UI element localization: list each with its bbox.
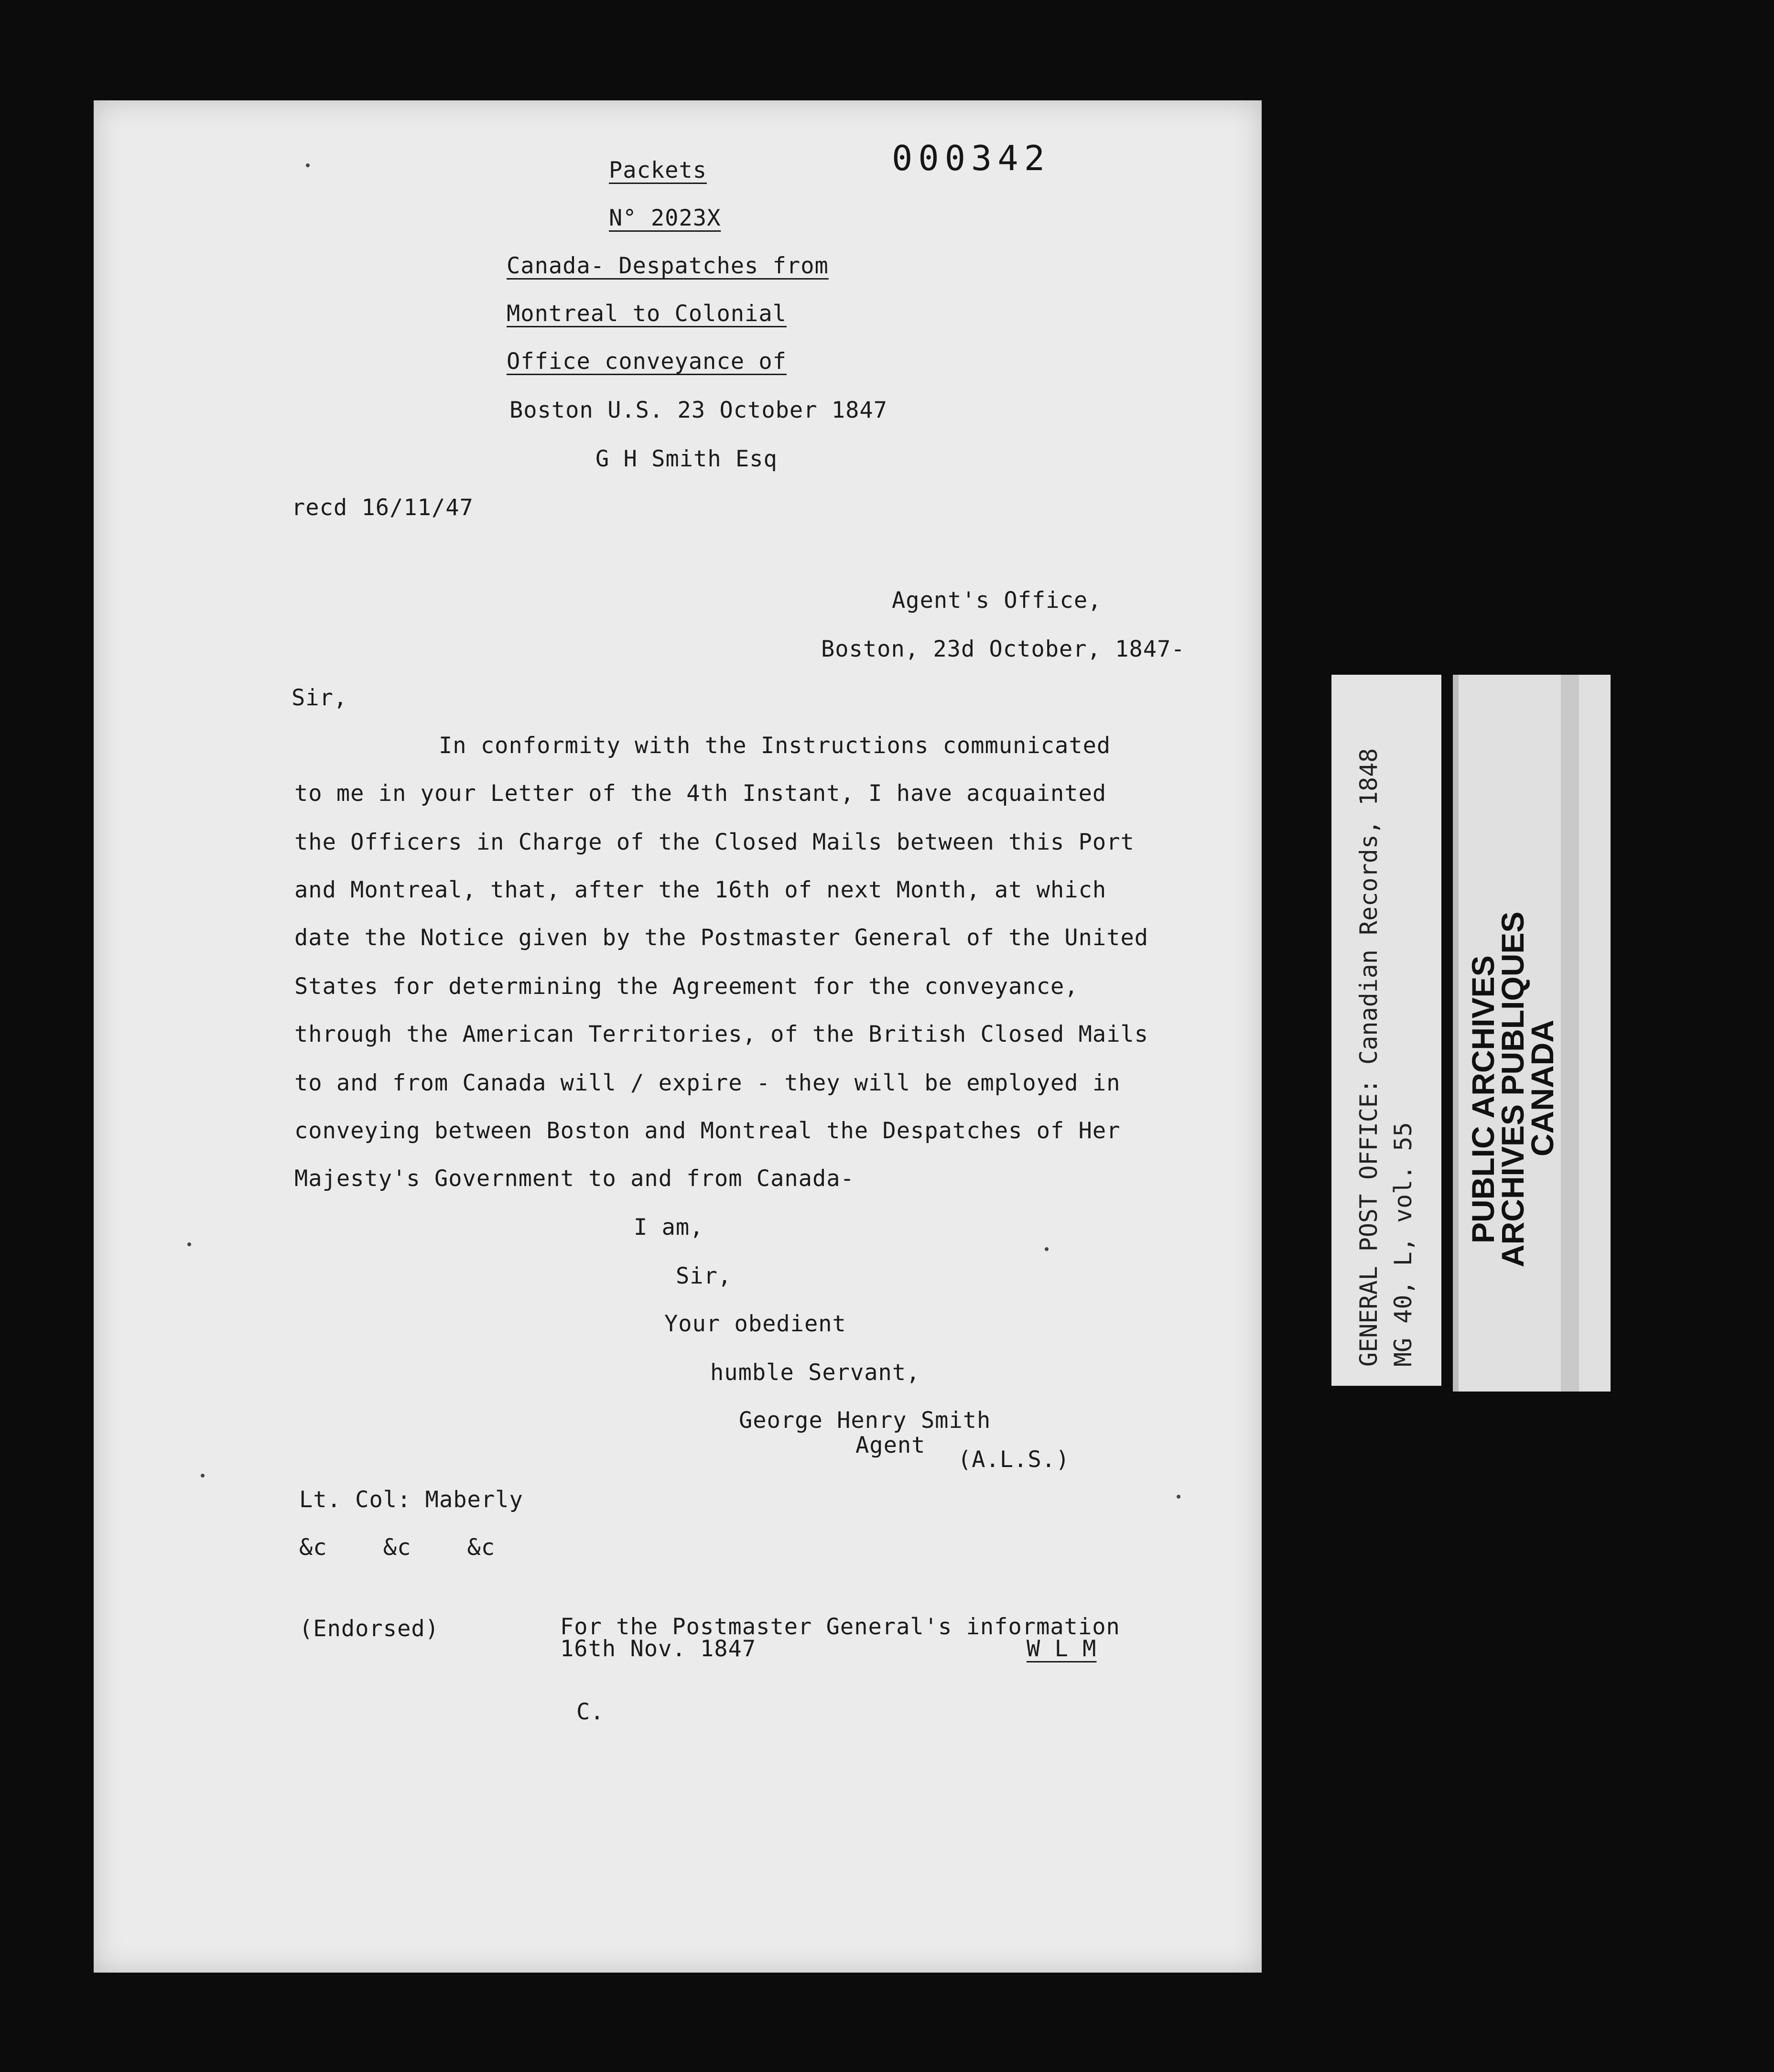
- endorsement-line-2: 16th Nov. 1847: [560, 1636, 757, 1662]
- archive-reference-label: [1331, 675, 1441, 1386]
- closing-line-3: Your obedient: [664, 1311, 846, 1337]
- body-line-8: to and from Canada will / expire - they will be employed in: [294, 1070, 1121, 1096]
- body-line-1: In conformity with the Instructions communicated: [439, 733, 1111, 759]
- paper-speck: [187, 1242, 191, 1246]
- archive-reference-line-2: MG 40, L, vol. 55: [1389, 1122, 1417, 1367]
- header-title-line-2: Montreal to Colonial: [507, 301, 787, 327]
- body-line-6: States for determining the Agreement for the conveyance,: [294, 973, 1079, 1000]
- footer-mark: C.: [576, 1699, 605, 1725]
- paper-speck: [1177, 1495, 1180, 1499]
- public-archives-label: [1453, 675, 1611, 1392]
- closing-line-2: Sir,: [676, 1263, 732, 1289]
- letter-page: [94, 100, 1262, 1973]
- closing-line-4: humble Servant,: [710, 1360, 920, 1386]
- body-line-5: date the Notice given by the Postmaster General of the United: [294, 925, 1149, 951]
- recipient: Lt. Col: Maberly: [299, 1487, 523, 1513]
- body-line-2: to me in your Letter of the 4th Instant, I have acquainted: [294, 780, 1107, 807]
- institution-line-1: PUBLIC ARCHIVES: [1465, 955, 1501, 1243]
- header-sender: G H Smith Esq: [595, 446, 778, 472]
- signature-name: George Henry Smith: [739, 1407, 991, 1434]
- label-edge: [1453, 675, 1459, 1392]
- endorsed-label: (Endorsed): [299, 1616, 439, 1642]
- header-number: N° 2023X: [609, 205, 721, 231]
- als-note: (A.L.S.): [958, 1446, 1070, 1473]
- recipient-etc: &c &c &c: [299, 1534, 496, 1561]
- salutation: Sir,: [292, 685, 348, 711]
- body-line-4: and Montreal, that, after the 16th of next Month, at which: [294, 877, 1107, 903]
- institution-line-3: CANADA: [1525, 1020, 1560, 1156]
- body-line-10: Majesty's Government to and from Canada-: [294, 1166, 855, 1192]
- paper-speck: [306, 163, 310, 167]
- body-line-3: the Officers in Charge of the Closed Mails between this Port: [294, 829, 1135, 855]
- header-subject: Packets: [609, 157, 707, 183]
- archive-reference-line-1: GENERAL POST OFFICE: Canadian Records, 1848: [1355, 748, 1383, 1367]
- label-band: [1561, 675, 1579, 1392]
- header-title-line-3: Office conveyance of: [507, 348, 787, 375]
- body-line-9: conveying between Boston and Montreal the Despatches of Her: [294, 1118, 1121, 1144]
- paper-speck: [1045, 1247, 1049, 1251]
- header-title-line-1: Canada- Despatches from: [507, 253, 829, 279]
- endorsement-initials: W L M: [1027, 1636, 1097, 1662]
- paper-speck: [201, 1474, 205, 1478]
- header-origin: Boston U.S. 23 October 1847: [509, 397, 888, 423]
- signature-title: Agent: [855, 1432, 926, 1458]
- address-line-2: Boston, 23d October, 1847-: [821, 636, 1185, 662]
- address-line-1: Agent's Office,: [892, 587, 1102, 614]
- body-line-7: through the American Territories, of the British Closed Mails: [294, 1021, 1149, 1047]
- endorsement-line-1: For the Postmaster General's information: [560, 1614, 1120, 1640]
- closing-line-1: I am,: [634, 1214, 704, 1241]
- institution-line-2: ARCHIVES PUBLIQUES: [1495, 911, 1530, 1267]
- received-date: recd 16/11/47: [292, 495, 474, 521]
- archive-stamp-number: 000342: [892, 138, 1051, 178]
